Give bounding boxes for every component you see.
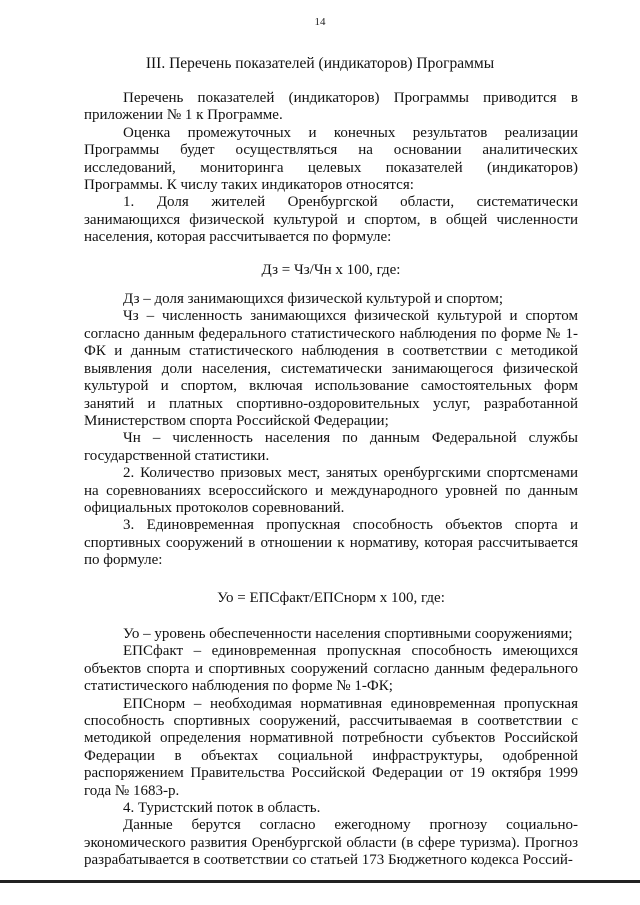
indicator-2: 2. Количество призовых мест, занятых оренбургскими спортсменами на соревнованиях всероссийского и международного уровней по данным официальных протоколов соревнований.: [84, 465, 578, 516]
definition-chz: Чз – численность занимающихся физической культурой и спортом согласно данным федерального статистического наблюдения по форме № 1-ФК и данным статистического наблюдения в соответствии с методикой выявления доли населения, систематически занимающегося физической культурой и спортом, включая использование самостоятельных форм занятий и платных спортивно-оздоровительных услуг, разработанной Министерством спорта Российской Федерации;: [84, 308, 578, 429]
page-number: 14: [314, 16, 326, 28]
paragraph-tourism-data: Данные берутся согласно ежегодному прогнозу социально-экономического развития Оренбургской области (в сфере туризма). Прогноз разрабатывается в соответствии со статьей 173 Бюджетного кодекса Россий-: [84, 817, 578, 869]
indicator-4: 4. Туристский поток в область.: [123, 800, 321, 817]
section-title: III. Перечень показателей (индикаторов) Программы: [145, 55, 495, 72]
bottom-rule: [0, 880, 640, 883]
paragraph-appendix-ref: Перечень показателей (индикаторов) Программы приводится в приложении № 1 к Программе.: [84, 90, 578, 124]
definition-chn: Чн – численность населения по данным Федеральной службы государственной статистики.: [84, 430, 578, 464]
indicator-3: 3. Единовременная пропускная способность объектов спорта и спортивных сооружений в отношении к нормативу, которая рассчитывается по формуле:: [84, 517, 578, 569]
paragraph-evaluation: Оценка промежуточных и конечных результатов реализации Программы будет осуществляться на основании аналитических исследований, мониторинга целевых показателей (индикаторов) Программы. К числу таких индикаторов относятся:: [84, 124, 578, 194]
indicator-1: 1. Доля жителей Оренбургской области, систематически занимающихся физической культурой и спортом, в общей численности населения, которая рассчитывается по формуле:: [84, 194, 578, 246]
definition-dz: Дз – доля занимающихся физической культурой и спортом;: [123, 291, 503, 308]
document-body: [84, 90, 578, 870]
formula-uo: Уо = ЕПСфакт/ЕПСнорм х 100, где:: [217, 589, 445, 606]
definition-uo: Уо – уровень обеспеченности населения спортивными сооружениями;: [123, 625, 573, 642]
definition-eps-norm: ЕПСнорм – необходимая нормативная единовременная пропускная способность спортивных сооружений, рассчитываемая в соответствии с методикой определения нормативной потребности субъектов Российской Федерации в объектах социальной инфраструктуры, одобренной распоряжением Правительства Российской Федерации от 19 октября 1999 года № 1683-р.: [84, 695, 578, 799]
definition-eps-fact: ЕПСфакт – единовременная пропускная способность имеющихся объектов спорта и спортивных сооружений согласно данным федерального статистического наблюдения по форме № 1-ФК;: [84, 643, 578, 695]
formula-dz: Дз = Чз/Чн х 100, где:: [261, 261, 401, 278]
